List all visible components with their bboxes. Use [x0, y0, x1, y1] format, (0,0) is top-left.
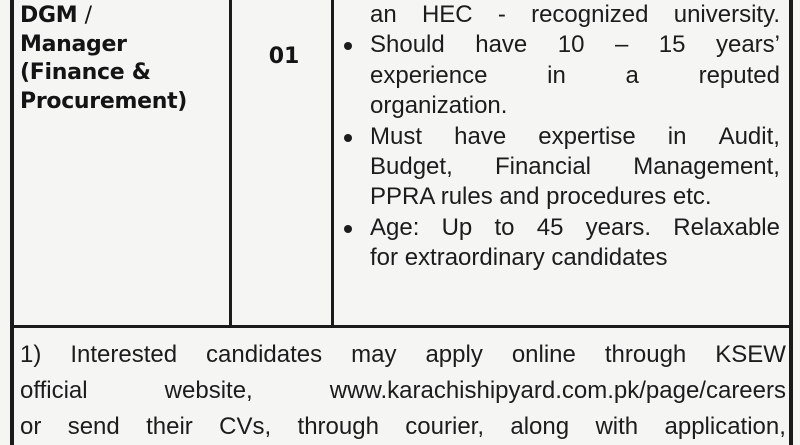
requirement-word: Should	[370, 31, 445, 59]
bullet-icon	[344, 134, 352, 142]
instruction-word: courier,	[405, 413, 484, 440]
requirement-word: to	[494, 213, 515, 241]
instruction-word: Interested	[70, 341, 178, 368]
requirement-word: years’	[715, 31, 780, 59]
instruction-word: official	[20, 377, 88, 404]
table-left-border	[10, 0, 14, 445]
requirement-word: in	[667, 122, 687, 150]
requirement-word: Must	[370, 122, 423, 150]
instruction-word: through	[604, 341, 687, 368]
requirement-word: recognized	[531, 1, 649, 28]
vacancy-count: 01	[268, 44, 300, 69]
requirement-word: years.	[585, 213, 652, 241]
instruction-line	[20, 409, 786, 445]
requirement-line	[344, 243, 780, 273]
instruction-word: apply	[425, 341, 483, 368]
instruction-word: through	[297, 413, 379, 440]
application-instructions	[20, 337, 786, 445]
instruction-word: CVs,	[219, 413, 272, 440]
bullet-icon	[344, 42, 352, 50]
requirement-word: expertise	[538, 122, 636, 150]
requirement-word: Budget,	[370, 153, 453, 181]
requirement-word: -	[497, 1, 506, 28]
instruction-word: www.karachishipyard.com.pk/page/careers	[329, 377, 786, 404]
position-line-3: (Finance &	[20, 60, 151, 85]
instruction-word: online	[511, 341, 576, 368]
requirement-word: PPRA	[370, 183, 435, 211]
instruction-word: send	[67, 413, 120, 440]
instruction-word: may	[351, 341, 397, 368]
requirement-word: Up	[441, 213, 473, 241]
requirement-word: an	[370, 1, 397, 28]
requirement-word: reputed	[698, 61, 780, 89]
row-divider	[10, 325, 793, 328]
requirement-word: procedures	[546, 183, 667, 211]
instruction-line	[20, 337, 786, 373]
requirement-word: organization.	[370, 92, 508, 120]
instruction-word: KSEW	[715, 341, 786, 368]
position-title	[20, 2, 230, 116]
requirement-word: 15	[658, 31, 686, 59]
requirement-word: in	[547, 61, 566, 89]
requirement-word: Relaxable	[673, 213, 780, 241]
requirements-list	[344, 0, 780, 274]
requirement-word: candidates	[551, 244, 668, 272]
requirement-word: a	[625, 61, 639, 89]
requirement-word: HEC	[421, 1, 473, 28]
requirement-word: Financial	[494, 153, 591, 181]
requirement-line	[344, 182, 780, 212]
requirement-word: have	[475, 31, 528, 59]
requirement-word: Age:	[370, 213, 420, 241]
requirement-line	[344, 61, 780, 91]
requirement-line	[344, 30, 780, 60]
instruction-word: or	[20, 413, 42, 440]
requirement-word: rules	[440, 183, 493, 211]
instruction-word: website,	[164, 377, 253, 404]
requirement-word: etc.	[672, 183, 712, 211]
requirement-line	[344, 152, 780, 182]
requirement-line	[344, 0, 780, 30]
requirement-word: for	[370, 244, 399, 272]
requirement-word: Audit,	[718, 122, 780, 150]
requirement-word: 45	[536, 213, 564, 241]
requirement-word: –	[614, 31, 629, 59]
requirement-line	[344, 122, 780, 152]
position-line-1: DGM /	[20, 3, 92, 28]
bullet-icon	[344, 225, 352, 233]
position-line-4: Procurement)	[20, 88, 188, 114]
position-line-2: Manager	[20, 31, 127, 57]
requirement-word: extraordinary	[404, 244, 545, 272]
table-right-border	[789, 0, 793, 445]
requirement-word: university.	[673, 1, 780, 28]
requirement-word: and	[499, 183, 540, 211]
requirement-word: Management,	[633, 153, 780, 181]
instruction-word: candidates	[206, 341, 323, 368]
instruction-word: along	[510, 413, 570, 440]
instruction-line	[20, 373, 786, 409]
instruction-word: 1)	[20, 341, 42, 368]
requirement-word: experience	[370, 61, 488, 89]
instruction-word: their	[146, 413, 193, 440]
requirement-line	[344, 213, 780, 243]
requirement-word: have	[454, 122, 507, 150]
instruction-word: application,	[664, 413, 786, 440]
column-divider-2	[331, 0, 334, 327]
instruction-word: with	[595, 413, 639, 440]
requirement-word: 10	[557, 31, 585, 59]
requirement-line	[344, 91, 780, 121]
